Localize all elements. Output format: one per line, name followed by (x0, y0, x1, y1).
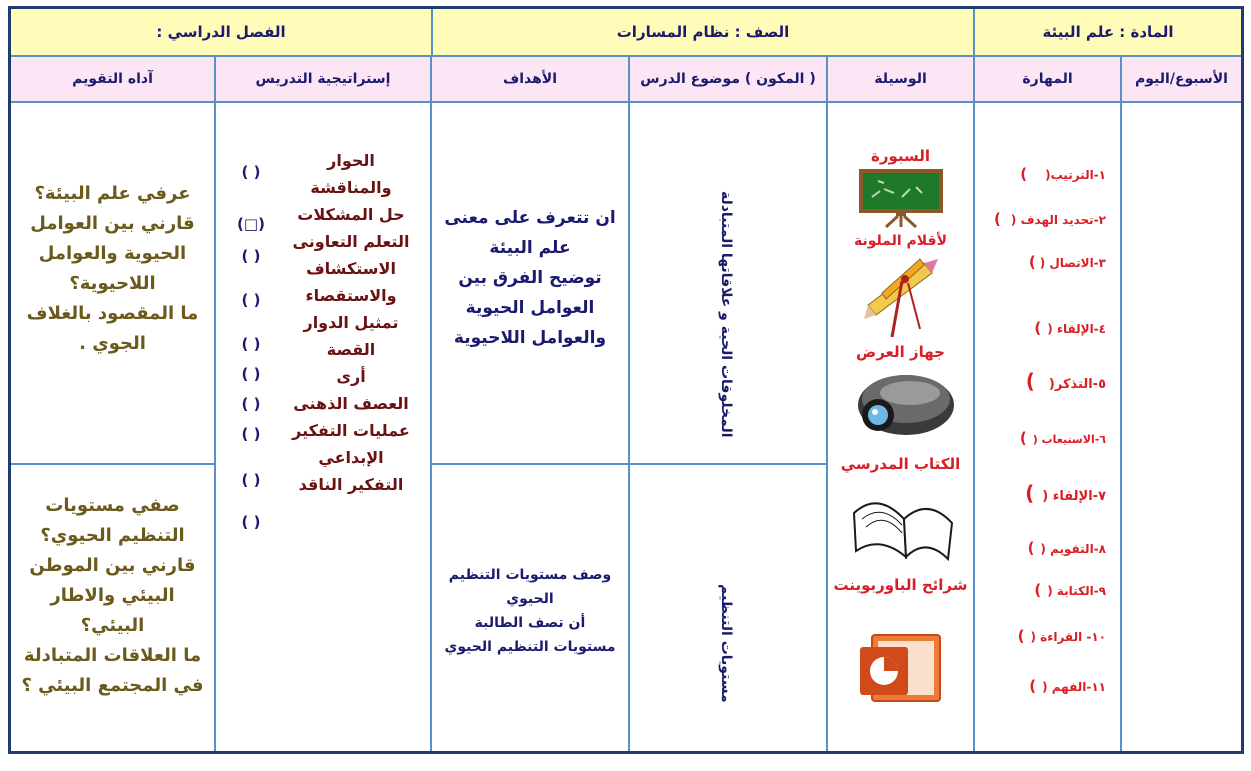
evaluation-line: الجوي . (79, 333, 146, 354)
skill-item: ٣-الاتصال () (1028, 253, 1106, 271)
table-body (11, 103, 1241, 751)
tool-label-book: الكتاب المدرسي (840, 455, 961, 473)
skill-item: ٧-الإلقاء () (1025, 481, 1106, 505)
strategy-item: الإبداعي (318, 448, 384, 467)
powerpoint-icon (858, 629, 944, 709)
col-week-day: الأسبوع/اليوم (1120, 57, 1241, 103)
skill-item: ٥-التذكر() (1025, 369, 1106, 393)
strategy-list (286, 147, 416, 498)
open-book-icon (848, 479, 958, 561)
col-tool: الوسيلة (826, 57, 973, 103)
chalkboard-icon (858, 167, 946, 229)
strategy-item: الاستكشاف (306, 259, 396, 278)
strategy-checkbox[interactable]: ( ) (241, 513, 261, 531)
evaluation-line: البيئي؟ (80, 615, 145, 636)
strategy-checkbox[interactable]: ( ) (241, 335, 261, 353)
evaluation-cell (11, 103, 214, 751)
skill-item: ٤-الإلقاء () (1034, 319, 1106, 337)
evaluation-line: في المجتمع البيئي ؟ (21, 675, 204, 696)
evaluation-line: قارني بين الموطن (29, 555, 196, 576)
strategy-item: التعلم التعاونى (292, 232, 410, 251)
row-divider (11, 463, 214, 465)
strategy-item: تمثيل الدوار (303, 313, 399, 332)
lesson-plan-table (8, 6, 1244, 754)
objective-line: وصف مستويات التنظيم (448, 567, 612, 583)
strategy-cell (214, 103, 430, 751)
evaluation-line: اللاحيوية؟ (69, 273, 156, 294)
objective-line: والعوامل اللاحيوية (453, 328, 607, 348)
strategy-item: الحوار (327, 151, 375, 170)
strategy-checkbox[interactable]: ( ) (241, 395, 261, 413)
objective-line: أن تصف الطالبة (474, 615, 586, 631)
col-objectives: الأهداف (430, 57, 628, 103)
subject-cell: المادة : علم البيئة (973, 9, 1241, 57)
grade-cell: الصف : نظام المسارات (431, 9, 973, 57)
strategy-item: والمناقشة (310, 178, 392, 197)
strategy-checkbox[interactable]: (□) (237, 215, 265, 233)
objective-line: علم البيئة (489, 238, 571, 258)
skill-item: ١-الترتيب() (1020, 165, 1106, 183)
lesson-topic-bottom: مستويات التنظيم (718, 584, 734, 703)
skill-item: ١١-الفهم () (1029, 677, 1106, 695)
skill-item: ٢-تحديد الهدف () (994, 210, 1106, 228)
skill-item: ٨-التقويم () (1027, 539, 1106, 557)
strategy-item: عمليات التفكير (292, 421, 410, 440)
objective-line: توضيح الفرق بين (458, 268, 602, 288)
header-row (11, 9, 1241, 57)
evaluation-line: ما العلاقات المتبادلة (23, 645, 202, 666)
skills-cell (973, 103, 1120, 751)
lesson-cell (628, 103, 826, 751)
evaluation-bottom (17, 491, 208, 701)
col-evaluation: آداه التقويم (11, 57, 214, 103)
week-day-cell (1120, 103, 1241, 751)
evaluation-line: قارني بين العوامل (30, 213, 195, 234)
strategy-item: والاستقصاء (305, 286, 397, 305)
tool-label-slides: شرائح الباوربوينت (833, 576, 968, 594)
objective-line: ان تتعرف على معنى (444, 208, 616, 228)
lesson-topic-top: المخلوقات الحية و علاقاتها المتبادلة (718, 190, 734, 437)
col-lesson: ( المكون ) موضوع الدرس (628, 57, 826, 103)
strategy-item: حل المشكلات (297, 205, 405, 224)
col-strategy: إستراتيجية التدريس (214, 57, 430, 103)
tool-label-board: السبورة (870, 147, 931, 165)
objective-line: مستويات التنظيم الحيوي (444, 639, 616, 655)
tool-label-pens: لأقلام الملونة (853, 233, 948, 249)
objective-line: الحيوي (506, 591, 554, 607)
evaluation-line: الحيوية والعوامل (38, 243, 187, 264)
projector-icon (850, 365, 954, 445)
objectives-bottom (438, 563, 622, 659)
skill-item: ٩-الكتابة () (1034, 581, 1106, 599)
pencils-icon (862, 253, 942, 339)
evaluation-line: ما المقصود بالغلاف (26, 303, 199, 324)
objectives-top (438, 203, 622, 353)
skill-item: ٦-الاستيعاب () (1019, 429, 1106, 447)
strategy-checkbox[interactable]: ( ) (241, 291, 261, 309)
strategy-item: أرى (336, 367, 366, 386)
evaluation-line: عرفي علم البيئة؟ (34, 183, 191, 204)
evaluation-line: البيئي والاطار (50, 585, 175, 606)
tools-cell (826, 103, 973, 751)
semester-cell: الفصل الدراسي : (11, 9, 431, 57)
objective-line: العوامل الحيوية (465, 298, 595, 318)
col-skill: المهارة (973, 57, 1120, 103)
evaluation-top (17, 179, 208, 359)
strategy-item: العصف الذهنى (293, 394, 409, 413)
objectives-cell (430, 103, 628, 751)
strategy-checkbox[interactable]: ( ) (241, 425, 261, 443)
strategy-item: التفكير الناقد (298, 475, 404, 494)
skill-item: ١٠- القراءة () (1017, 627, 1106, 645)
row-divider (432, 463, 628, 465)
evaluation-line: صفي مستويات (45, 495, 180, 516)
strategy-checkbox[interactable]: ( ) (241, 365, 261, 383)
strategy-checkbox[interactable]: ( ) (241, 471, 261, 489)
evaluation-line: التنظيم الحيوي؟ (40, 525, 185, 546)
column-header-row (11, 57, 1241, 103)
strategy-item: القصة (326, 340, 376, 359)
tool-label-projector: جهاز العرض (856, 343, 945, 361)
strategy-checkbox[interactable]: ( ) (241, 247, 261, 265)
row-divider (630, 463, 826, 465)
strategy-checkbox[interactable]: ( ) (241, 163, 261, 181)
